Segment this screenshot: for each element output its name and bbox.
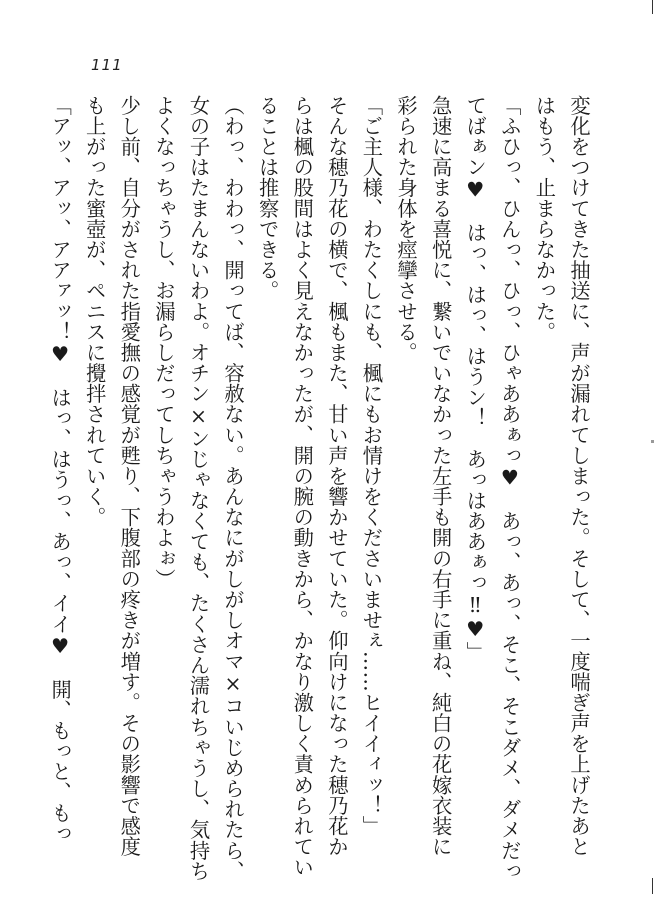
text-line: 女の子はたまんないわよ。オチン×ンじゃなくても、たくさん濡れちゃうし、気持ち [186, 95, 211, 882]
text-line: 急速に高まる喜悦に、繋いでいなかった左手も開の右手に重ね、純白の花嫁衣装に [428, 95, 453, 857]
text-line: （わっ、わわっ、開ってば、容赦ない。あんなにがしがしオマ×コいじめられたら、 [221, 95, 246, 882]
text-line: よくなっちゃうし、お漏らしだってしちゃうわよぉ） [151, 95, 176, 590]
crop-mark-top [652, 0, 653, 14]
text-line: 彩られた身体を痙攣させる。 [394, 95, 419, 363]
text-line: てばぁン♥ はっ、はっ、はうン！ あっはああぁっ‼♥」 [463, 95, 488, 663]
novel-text-block [48, 95, 596, 882]
edge-dot [651, 440, 654, 443]
text-line: ることは推察できる。 [255, 95, 280, 301]
page-number: 111 [91, 56, 123, 74]
text-line: そんな穂乃花の横で、楓もまた、甘い声を響かせていた。仰向けになった穂乃花か [324, 95, 349, 857]
crop-mark-bottom [652, 878, 653, 894]
text-line: はもう、止まらなかった。 [532, 95, 557, 343]
text-line: らは楓の股間はよく見えなかったが、開の腕の動きから、かなり激しく責められてい [290, 95, 315, 878]
text-line: 変化をつけてきた抽送に、声が漏れてしまった。そして、一度喘ぎ声を上げたあと [567, 95, 591, 857]
text-line: 「ふひっ、ひんっ、ひっ、ひゃああぁっ♥ あっ、あっ、そこ、そこダメ、ダメだっ [497, 95, 522, 882]
text-line: 少し前、自分がされた指愛撫の感覚が甦り、下腹部の疼きが増す。その影響で感度 [117, 95, 142, 857]
text-line: 「アッ、アッ、アアァッ！♥ はっ、はうっ、あっ、イイ♥ 開、もっと、もっ [48, 95, 73, 844]
text-line: 「ご主人様、わたくしにも、楓にもお情けをくださいませぇ……ヒイイィッ！」 [359, 95, 384, 837]
text-line: も上がった蜜壺が、ペニスに攪拌されていく。 [82, 95, 107, 528]
